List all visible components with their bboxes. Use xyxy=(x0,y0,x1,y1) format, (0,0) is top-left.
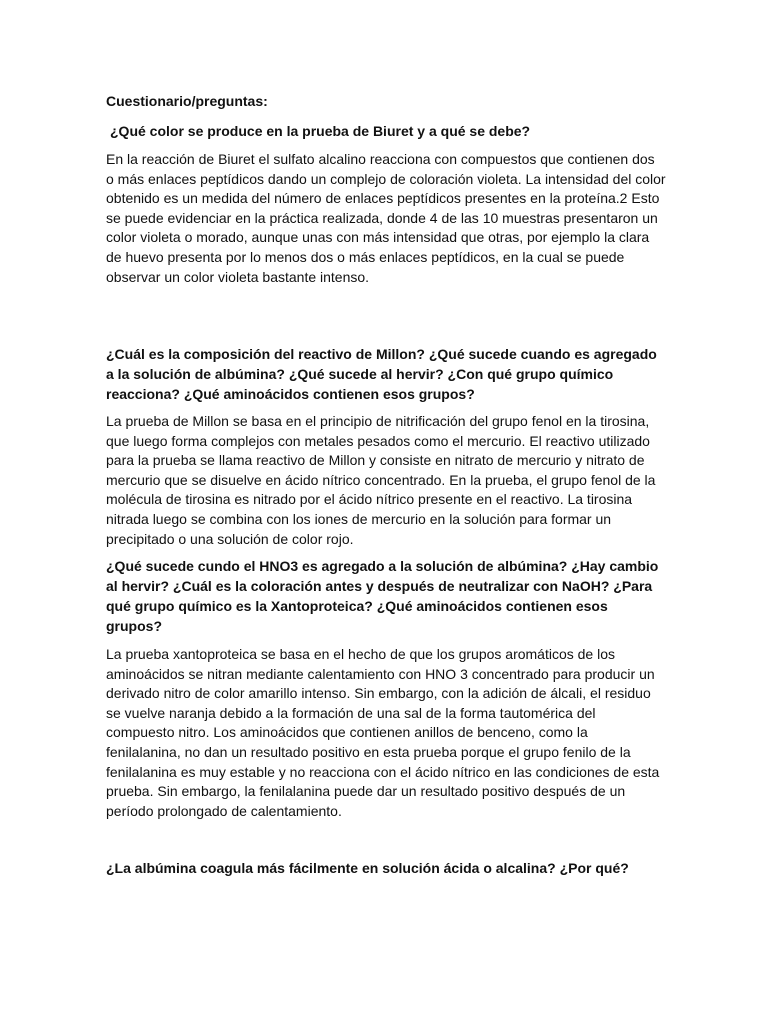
question-biuret: ¿Qué color se produce en la prueba de Biuret y a qué se debe? xyxy=(110,123,531,139)
question-albumina-coagula: ¿La albúmina coagula más fácilmente en solución ácida o alcalina? ¿Por qué? xyxy=(106,860,629,876)
answer-millon: La prueba de Millon se basa en el principio de nitrificación del grupo fenol en la tirosina, que luego forma complejos con metales pesados como el mercurio. El reactivo utilizado para la prueba se llama reactivo de Millon y consiste en nitrato de mercurio y nitrato de mercurio que se disuelve en ácido nítrico concentrado. En la prueba, el grupo fenol de la molécula de tirosina es nitrado por el ácido nítrico presente en el reactivo. La tirosina nitrada luego se combina con los iones de mercurio en la solución para formar un precipitado o una solución de color rojo. xyxy=(106,413,656,547)
question-millon: ¿Cuál es la composición del reactivo de Millon? ¿Qué sucede cuando es agregado a la solución de albúmina? ¿Qué sucede al hervir? ¿Con qué grupo químico reacciona? ¿Qué aminoácidos contienen esos grupos? xyxy=(106,346,657,402)
answer-xantoproteica: La prueba xantoproteica se basa en el hecho de que los grupos aromáticos de los aminoácidos se nitran mediante calentamiento con HNO 3 concentrado para producir un derivado nitro de color amarillo intenso. Sin embargo, con la adición de álcali, el residuo se vuelve naranja debido a la formación de una sal de la forma tautomérica del compuesto nitro. Los aminoácidos que contienen anillos de benceno, como la fenilalanina, no dan un resultado positivo en esta prueba porque el grupo fenilo de la fenilalanina es muy estable y no reacciona con el ácido nítrico en las condiciones de esta prueba. Sin embargo, la fenilalanina puede dar un resultado positivo después de un período prolongado de calentamiento. xyxy=(106,646,660,819)
question-xantoproteica: ¿Qué sucede cundo el HNO3 es agregado a la solución de albúmina? ¿Hay cambio al hervir? ¿Cuál es la coloración antes y después de neutralizar con NaOH? ¿Para qué grupo químico es la Xantoproteica? ¿Qué aminoácidos contienen esos grupos? xyxy=(106,558,659,634)
answer-biuret: En la reacción de Biuret el sulfato alcalino reacciona con compuestos que contienen dos o más enlaces peptídicos dando un complejo de coloración violeta. La intensidad del color obtenido es un medida del número de enlaces peptídicos presentes en la proteína.2 Esto se puede evidenciar en la práctica realizada, donde 4 de las 10 muestras presentaron un color violeta o morado, aunque unas con más intensidad que otras, por ejemplo la clara de huevo presenta por lo menos dos o más enlaces peptídicos, en la cual se puede observar un color violeta bastante intenso. xyxy=(106,151,666,285)
section-title: Cuestionario/preguntas: xyxy=(106,93,268,109)
